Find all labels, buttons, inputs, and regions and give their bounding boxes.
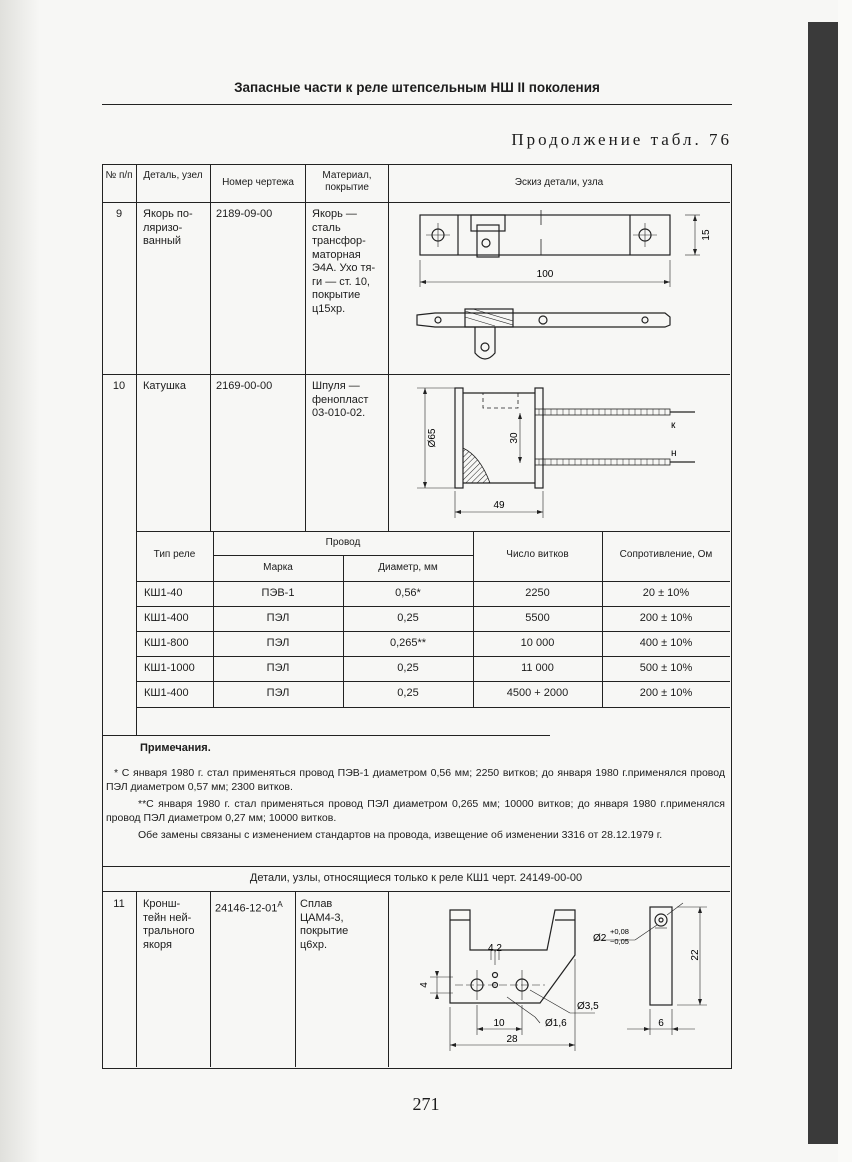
dim-length-100: 100 [536, 269, 554, 280]
row10-part: Катушка [143, 380, 186, 392]
row11-drawing [215, 898, 295, 916]
header-bottom-rule [102, 202, 730, 203]
row9-drawing: 2189-09-00 [216, 208, 273, 220]
wire-row-4-diameter: 0,25 [397, 662, 419, 674]
note-3: Обе замены связаны с изменением стандартов на провода, извещение об изменении 3316 от 28.12.1979 г. [138, 829, 663, 841]
row9-material: Якорь — сталь трансфор- маторная Э4А. Ухо тя- ги — ст. 10, покрытие ц15хр. [312, 208, 376, 315]
page-shadow [0, 0, 40, 1162]
wire-row-4-brand: ПЭЛ [266, 662, 290, 674]
row11-drawing-number: 24146-12-01 [215, 902, 278, 915]
wire-row-3-turns: 10 000 [520, 637, 555, 649]
page-margin [838, 0, 852, 1162]
wire-row-5-type: КШ1-400 [144, 687, 189, 699]
dim-inner-30: 30 [509, 432, 520, 444]
dim-diameter-1-6: Ø1,6 [545, 1018, 567, 1029]
section-bottom-rule [102, 891, 730, 892]
col-divider-4c [388, 891, 389, 1067]
sketch-coil [395, 378, 725, 526]
section-row-label: Детали, узлы, относящиеся только к реле КШ1 черт. 24149-00-00 [249, 872, 583, 884]
wire-table [136, 531, 730, 707]
row10-num: 10 [112, 380, 126, 392]
dim-diameter-2: Ø2 [593, 933, 607, 944]
wire-row-4-turns: 11 000 [521, 662, 554, 674]
dim-height-15: 15 [701, 229, 712, 241]
dim-tolerance-upper: +0,08 [610, 927, 629, 936]
table-continuation-label: Продолжение табл. 76 [511, 130, 732, 149]
wire-row-5-brand: ПЭЛ [266, 687, 290, 699]
wire-row-3-brand: ПЭЛ [266, 637, 290, 649]
col-divider-3c [295, 891, 296, 1067]
header-num: № п/п [105, 170, 133, 181]
wire-header-turns: Число витков [506, 549, 569, 560]
row9-num: 9 [115, 208, 123, 220]
dim-10: 10 [493, 1018, 505, 1029]
wire-row-1-resistance: 20 ± 10% [642, 587, 690, 599]
wire-row-4-resistance: 500 ± 10% [639, 662, 693, 674]
wire-row-1-diameter: 0,56* [395, 587, 421, 599]
row10-drawing: 2169-00-00 [216, 380, 273, 392]
note-1: * С января 1980 г. стал применяться провод ПЭВ-1 диаметром 0,56 мм; 2250 витков; до января 1980 г.применялся провод ПЭЛ диаметром 0,57 мм; 2300 витков. [106, 767, 725, 793]
dim-diameter-3-5: Ø3,5 [577, 1001, 599, 1012]
wire-header-brand: Марка [263, 562, 293, 573]
col-divider-2c [210, 891, 211, 1067]
header-rule [102, 104, 732, 105]
dim-4-2: 4,2 [488, 943, 502, 954]
section-top-rule [102, 866, 730, 867]
wire-row-4-type: КШ1-1000 [144, 662, 195, 674]
sketch-neutral-armature-bracket [395, 895, 725, 1060]
wire-row-3-type: КШ1-800 [144, 637, 189, 649]
wire-header-diameter: Диаметр, мм [378, 562, 438, 573]
row9-part: Якорь по- ляризо- ванный [143, 208, 193, 247]
col-divider-4 [388, 164, 389, 531]
wire-row-5-resistance: 200 ± 10% [639, 687, 693, 699]
dim-diameter-65: Ø65 [427, 428, 438, 448]
wire-row-5-turns: 4500 + 2000 [506, 687, 569, 699]
wire-row-1-type: КШ1-40 [144, 587, 183, 599]
wire-row-2-resistance: 200 ± 10% [639, 612, 693, 624]
header-part: Деталь, узел [143, 170, 203, 181]
row11-num: 11 [113, 898, 125, 910]
col-divider-3 [305, 164, 306, 531]
dim-28: 28 [506, 1034, 518, 1045]
col-divider-2 [210, 164, 211, 531]
dim-22: 22 [690, 949, 701, 961]
dim-width-49: 49 [493, 500, 505, 511]
sketch-polarized-armature [395, 205, 725, 370]
wire-row-5-diameter: 0,25 [397, 687, 419, 699]
header-material: Материал, покрытие [322, 170, 372, 193]
wire-row-2-turns: 5500 [525, 612, 550, 624]
row11-material: Сплав ЦАМ4-3, покрытие ц6хр. [300, 898, 349, 951]
book-edge [808, 22, 838, 1144]
dim-tolerance-lower: −0,05 [610, 937, 629, 946]
wire-row-1-turns: 2250 [525, 587, 550, 599]
dim-6: 6 [658, 1018, 664, 1029]
wire-header-resistance: Сопротивление, Ом [619, 549, 713, 560]
wire-header-type: Тип реле [153, 549, 196, 560]
header-drawing: Номер чертежа [222, 177, 294, 188]
lead-n-label: н [671, 448, 677, 459]
header-sketch: Эскиз детали, узла [514, 177, 604, 188]
wire-row-2-type: КШ1-400 [144, 612, 189, 624]
wire-row-3-resistance: 400 ± 10% [639, 637, 693, 649]
wire-row-2-diameter: 0,25 [397, 612, 419, 624]
row9-bottom-rule [102, 374, 730, 375]
wire-row-2-brand: ПЭЛ [266, 612, 290, 624]
page-header-title: Запасные части к реле штепсельным НШ II поколения [234, 80, 600, 95]
dim-4: 4 [419, 982, 430, 988]
wire-header-wire: Провод [325, 537, 361, 548]
note-2: **С января 1980 г. стал применяться провод ПЭЛ диаметром 0,265 мм; 10000 витков; до января 1980 г.применялся провод ПЭЛ диаметром 0,27 мм; 10000 витков. [106, 798, 725, 824]
wire-row-3-diameter: 0,265** [389, 637, 427, 649]
row10-material: Шпуля — фенопласт 03-010-02. [312, 380, 369, 419]
col-divider-1 [136, 164, 137, 531]
wire-row-1-brand: ПЭВ-1 [261, 587, 295, 599]
notes-title: Примечания. [140, 742, 211, 754]
lead-k-label: к [671, 420, 676, 431]
page-number: 271 [412, 1094, 440, 1114]
notes-top-rule [102, 735, 550, 736]
col-divider-1c [136, 891, 137, 1067]
row11-drawing-sup: А [277, 900, 283, 909]
row11-part: Кронш- тейн ней- трального якоря [143, 898, 195, 951]
